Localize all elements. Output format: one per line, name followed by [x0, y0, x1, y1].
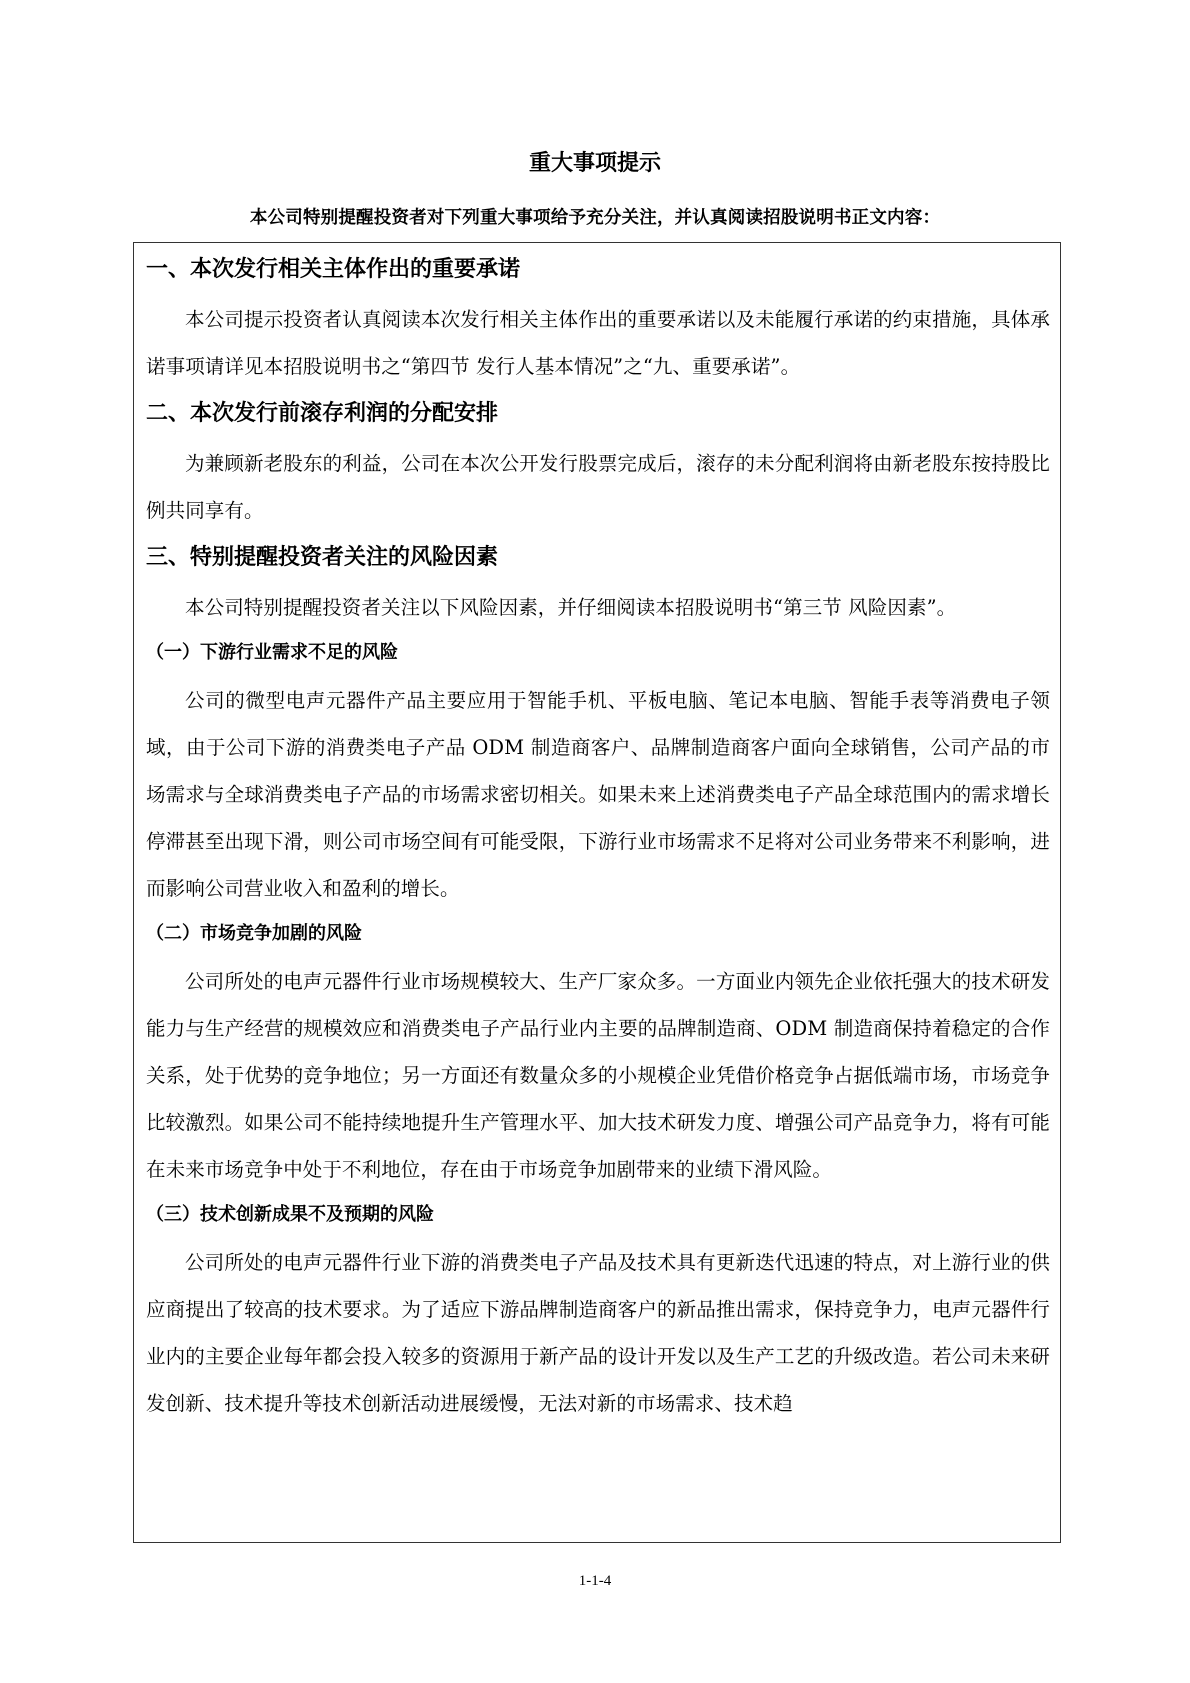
section-2-heading: 二、本次发行前滚存利润的分配安排 — [146, 401, 499, 426]
subsection-2-heading: （二）市场竞争加剧的风险 — [146, 923, 362, 944]
page-subtitle: 本公司特别提醒投资者对下列重大事项给予充分关注，并认真阅读招股说明书正文内容： — [249, 208, 941, 228]
subsection-3-heading: （三）技术创新成果不及预期的风险 — [146, 1204, 434, 1225]
subsection-1-heading: （一）下游行业需求不足的风险 — [146, 642, 398, 663]
page-title: 重大事项提示 — [528, 151, 661, 176]
subsection-1-paragraph: 公司的微型电声元器件产品主要应用于智能手机、平板电脑、笔记本电脑、智能手表等消费电子领域，由于公司下游的消费类电子产品 ODM 制造商客户、品牌制造商客户面向全球销售，公司产品的市场需求与全球消费类电子产品的市场需求密切相关。如果未来上述消费类电子产品全球范围内的需求增长停滞甚至出现下滑，则公司市场空间有可能受限，下游行业市场需求不足将对公司业务带来不利影响，进而影响公司营业收入和盈利的增长。 — [146, 689, 1050, 900]
document-body — [146, 252, 1050, 1433]
section-1-heading: 一、本次发行相关主体作出的重要承诺 — [146, 257, 521, 282]
section-1-paragraph: 本公司提示投资者认真阅读本次发行相关主体作出的重要承诺以及未能履行承诺的约束措施，具体承诺事项请详见本招股说明书之“第四节 发行人基本情况”之“九、重要承诺”。 — [146, 308, 1050, 378]
section-3-heading: 三、特别提醒投资者关注的风险因素 — [146, 545, 499, 570]
section-3-paragraph: 本公司特别提醒投资者关注以下风险因素，并仔细阅读本招股说明书“第三节 风险因素”。 — [185, 596, 957, 619]
subsection-3-paragraph: 公司所处的电声元器件行业下游的消费类电子产品及技术具有更新迭代迅速的特点，对上游行业的供应商提出了较高的技术要求。为了适应下游品牌制造商客户的新品推出需求，保持竞争力，电声元器件行业内的主要企业每年都会投入较多的资源用于新产品的设计开发以及生产工艺的升级改造。若公司未来研发创新、技术提升等技术创新活动进展缓慢，无法对新的市场需求、技术趋 — [146, 1251, 1050, 1415]
page-number: 1-1-4 — [578, 1573, 612, 1589]
section-2-paragraph: 为兼顾新老股东的利益，公司在本次公开发行股票完成后，滚存的未分配利润将由新老股东按持股比例共同享有。 — [146, 452, 1050, 522]
subsection-2-paragraph: 公司所处的电声元器件行业市场规模较大、生产厂家众多。一方面业内领先企业依托强大的技术研发能力与生产经营的规模效应和消费类电子产品行业内主要的品牌制造商、ODM 制造商保持着稳定的合作关系，处于优势的竞争地位；另一方面还有数量众多的小规模企业凭借价格竞争占据低端市场，市场竞争比较激烈。如果公司不能持续地提升生产管理水平、加大技术研发力度、增强公司产品竞争力，将有可能在未来市场竞争中处于不利地位，存在由于市场竞争加剧带来的业绩下滑风险。 — [146, 970, 1050, 1181]
